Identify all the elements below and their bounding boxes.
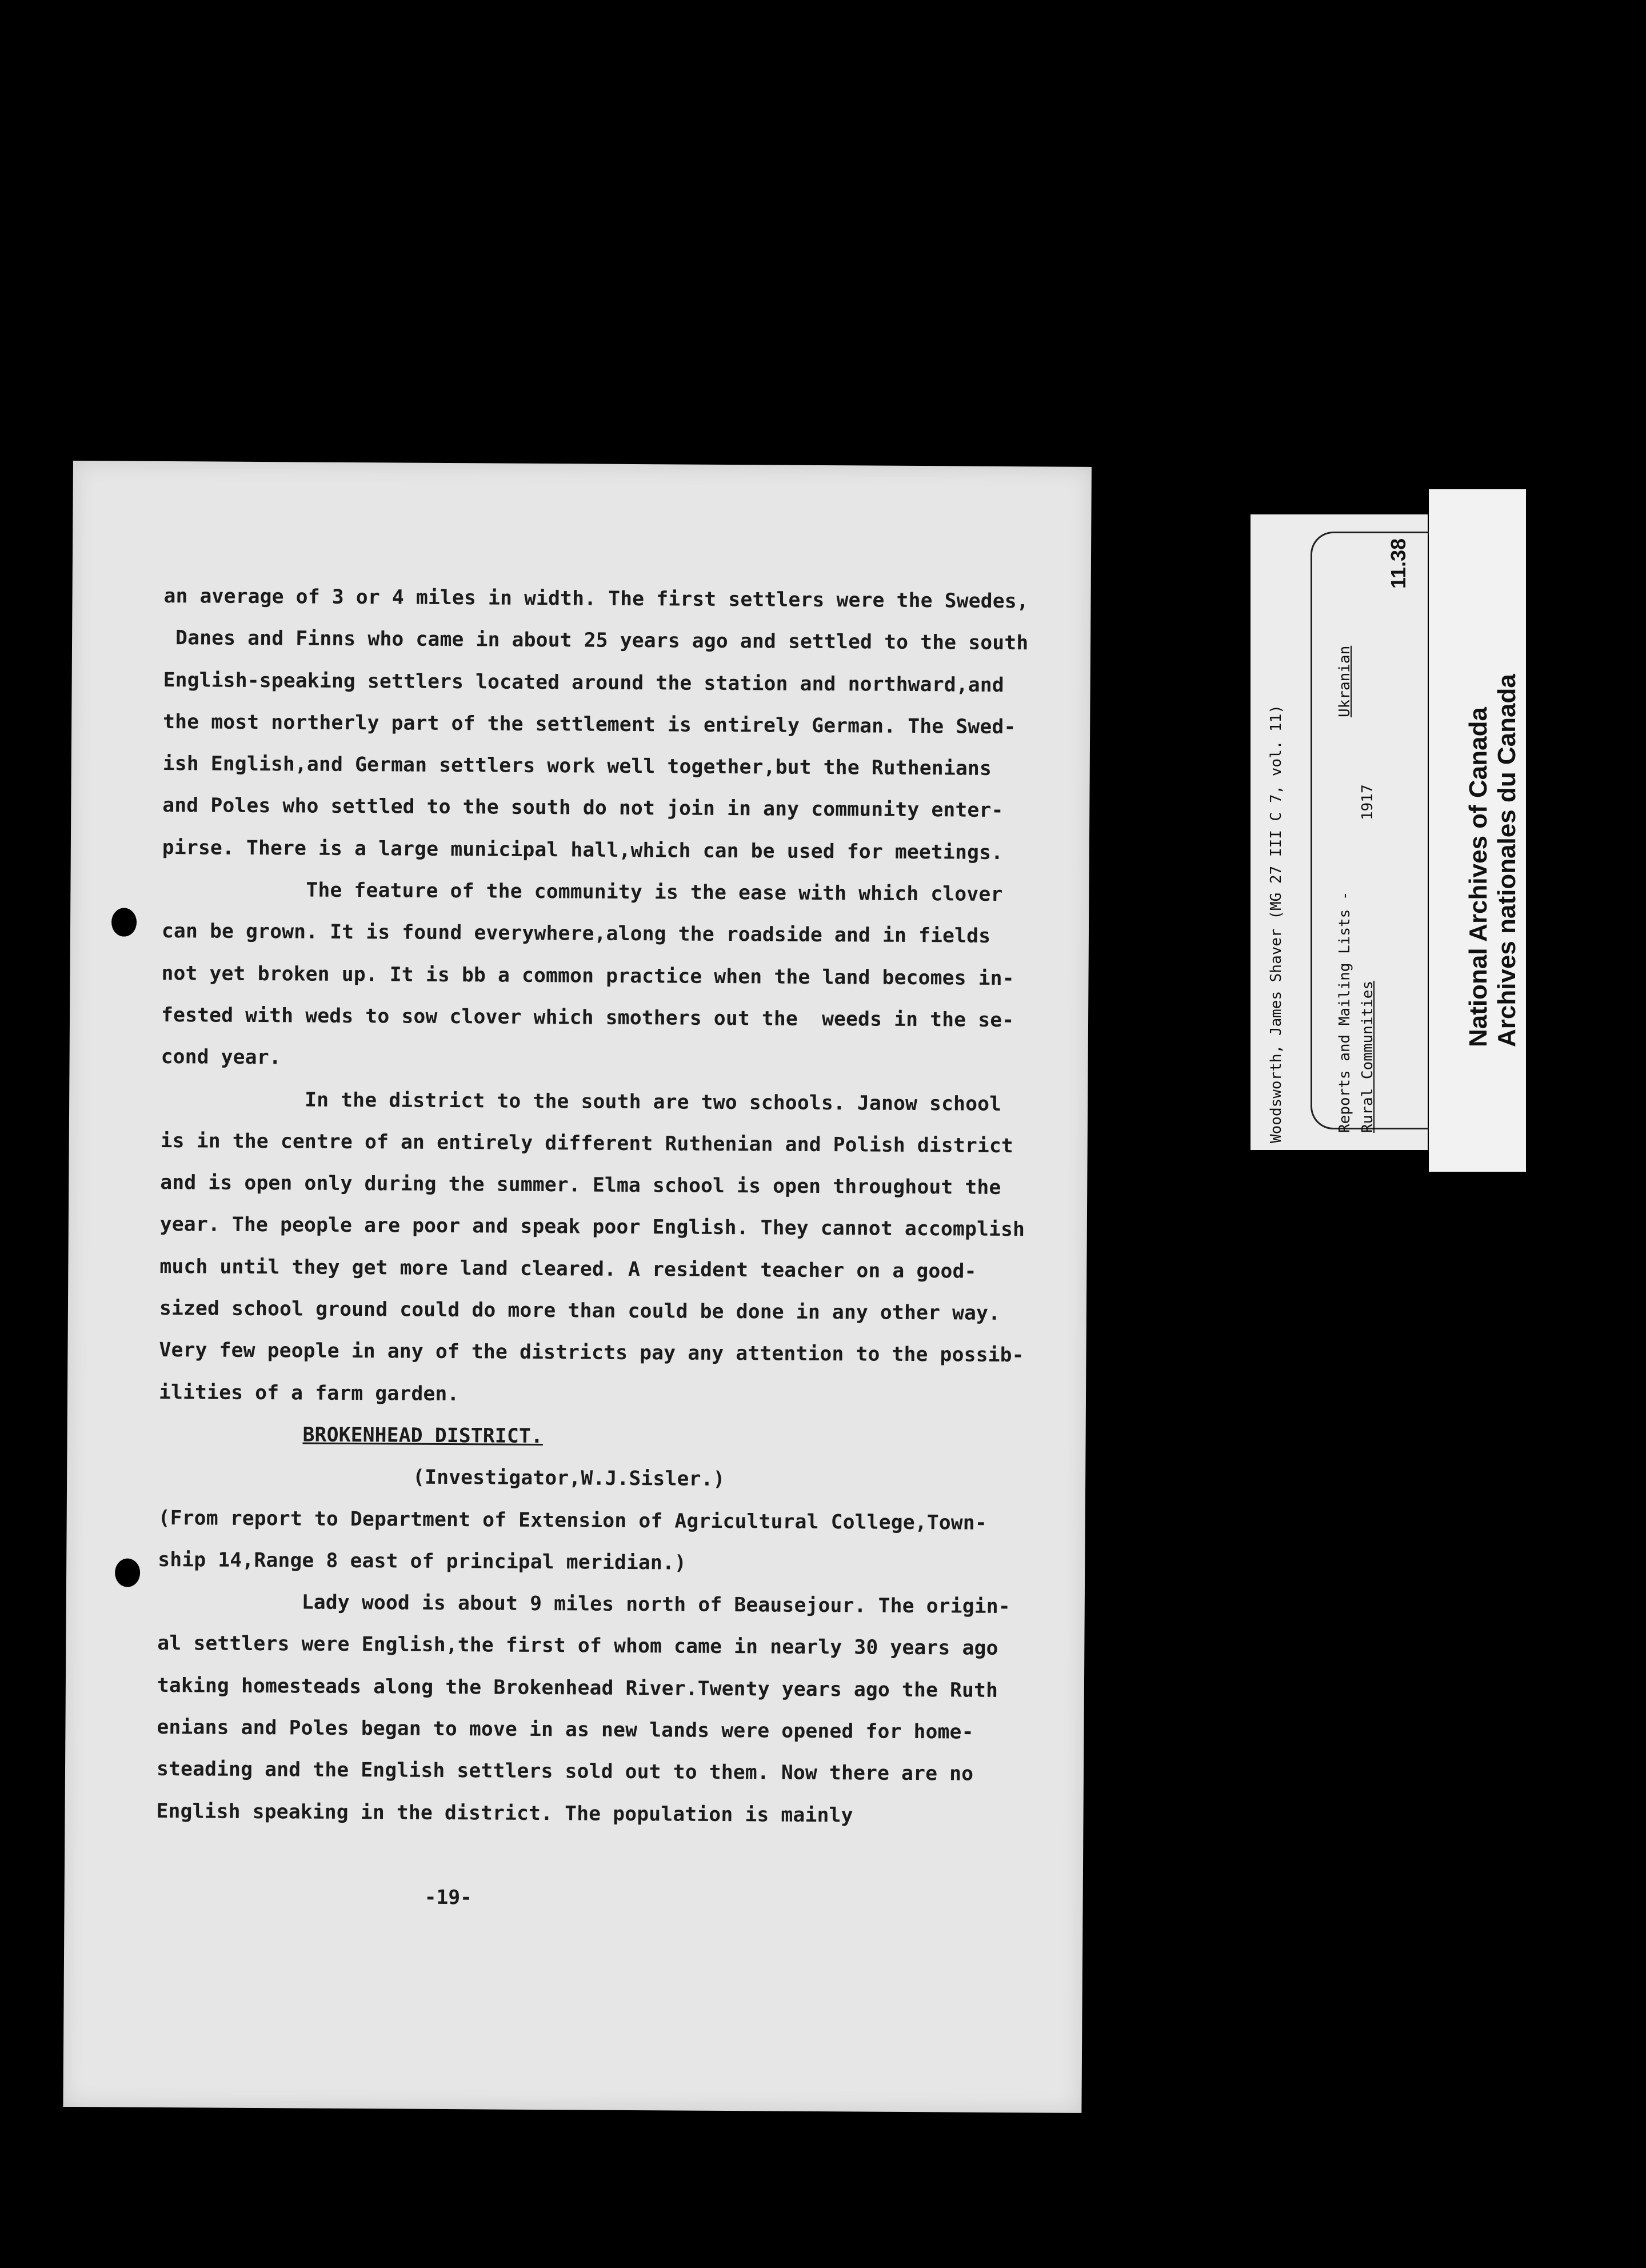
document-page	[63, 461, 1092, 2113]
page-number: -19-	[424, 1886, 473, 1910]
text-line: (Investigator,W.J.Sisler.)	[413, 1466, 725, 1491]
label-author: Woodsworth, James Shaver (MG 27 III C 7, vol. 11)	[1268, 704, 1285, 1143]
text-line: much until they get more land cleared. A resident teacher on a good-	[159, 1255, 977, 1283]
text-line: Lady wood is about 9 miles north of Beausejour. The origin-	[301, 1591, 1010, 1619]
punch-hole	[115, 1558, 140, 1587]
label-series-subtitle-text: Rural Communities	[1359, 980, 1376, 1133]
text-line: English speaking in the district. The population is mainly	[156, 1799, 853, 1827]
text-line: ilities of a farm garden.	[158, 1380, 460, 1405]
text-line: pirse. There is a large municipal hall,which can be used for meetings.	[162, 836, 1004, 864]
text-line: sized school ground could do more than could be done in any other way.	[159, 1296, 1001, 1325]
label-year: 1917	[1359, 784, 1376, 820]
text-line: English-speaking settlers located around the station and northward,and	[163, 668, 1005, 697]
text-line: year. The people are poor and speak poor English. They cannot accomplish	[159, 1213, 1025, 1241]
text-line: Danes and Finns who came in about 25 years ago and settled to the south	[163, 626, 1029, 655]
text-line: an average of 3 or 4 miles in width. The first settlers were the Swedes,	[163, 584, 1029, 613]
text-line: and is open only during the summer. Elma school is open throughout the	[160, 1171, 1001, 1200]
text-line: ish English,and German settlers work well together,but the Ruthenians	[162, 752, 992, 781]
text-line: Very few people in any of the districts pay any attention to the possib-	[159, 1339, 1024, 1367]
text-line: al settlers were English,the first of whom came in nearly 30 years ago	[157, 1632, 998, 1660]
text-line: and Poles who settled to the south do not join in any community enter-	[162, 794, 1004, 822]
text-line: is in the centre of an entirely different Ruthenian and Polish district	[160, 1129, 1014, 1157]
text-line: (From report to Department of Extension of Agricultural College,Town-	[158, 1506, 988, 1535]
text-line: steading and the English settlers sold out to them. Now there are no	[156, 1758, 974, 1786]
punch-hole	[111, 908, 137, 936]
text-line: fested with weds to sow clover which smothers out the weeds in the se-	[161, 1003, 1014, 1032]
text-line: not yet broken up. It is bb a common practice when the land becomes in-	[161, 961, 1014, 990]
text-line: The feature of the community is the ease with which clover	[306, 879, 1003, 907]
typed-text-block	[156, 576, 1089, 1838]
archive-name-english: National Archives of Canada	[1464, 707, 1492, 1047]
section-heading: BROKENHEAD DISTRICT.	[302, 1423, 544, 1448]
label-series-title: Reports and Mailing Lists -	[1336, 891, 1353, 1133]
text-line: cond year.	[161, 1045, 281, 1069]
archive-name-french: Archives nationales du Canada	[1493, 674, 1521, 1047]
label-series-subtitle	[1359, 981, 1376, 1133]
text-line: ship 14,Range 8 east of principal meridian.)	[158, 1548, 687, 1575]
text-line: In the district to the south are two schools. Janow school	[305, 1088, 1002, 1116]
text-line: can be grown. It is found everywhere,along the roadside and in fields	[161, 920, 991, 948]
text-line: taking homesteads along the Brokenhead River.Twenty years ago the Ruth	[157, 1674, 998, 1702]
label-folder-number: 11.38	[1387, 538, 1410, 589]
label-subject: Ukranian	[1336, 645, 1353, 717]
text-line: the most northerly part of the settlement is entirely German. The Swed-	[163, 710, 1016, 738]
text-line: enians and Poles began to move in as new lands were opened for home-	[157, 1715, 974, 1744]
